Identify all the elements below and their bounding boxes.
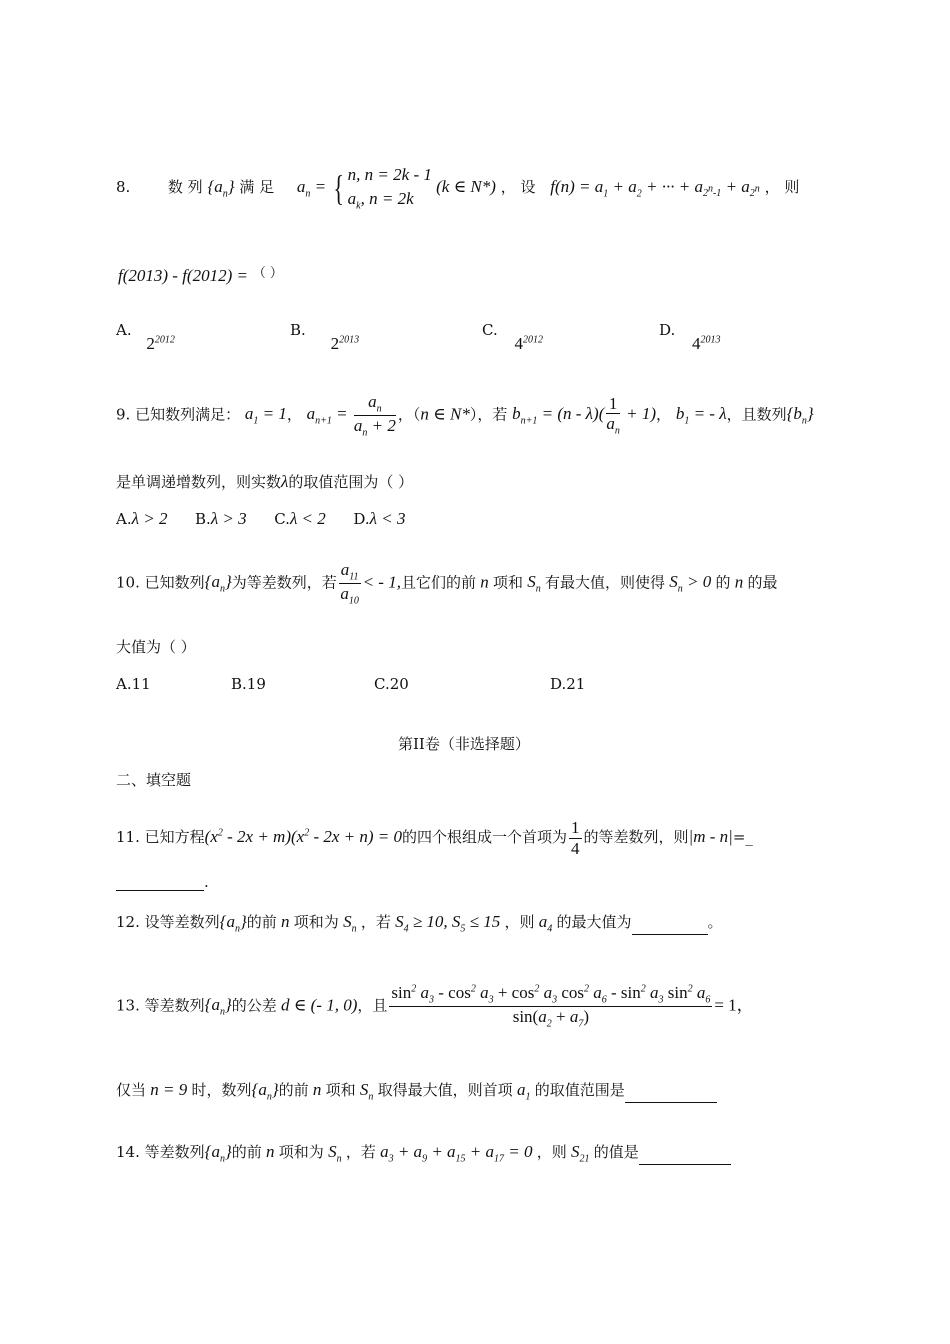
q11-number: 11.: [116, 827, 140, 846]
q8-line2: f(2013) - f(2012) = （ ）: [118, 266, 283, 285]
q13-trig-fraction: $\frac{\sin^2 a_3 - \cos^2 a_3 + \cos^2 a_3 \cos^2 a_6 - \sin^2 a_3 \sin^2 a_6}{\sin(a_2 + a_7)}$: [391, 983, 711, 1030]
q10-option-b[interactable]: B.19: [231, 675, 266, 693]
q10-number: 10.: [116, 573, 140, 592]
q9-number: 9.: [116, 405, 131, 424]
q8-definition: $a_n$ = { n, n = 2k - 1 $a_k$, n = 2k (k ∈ N*): [296, 165, 496, 212]
q8-option-a[interactable]: A. $2^{2012}$: [116, 321, 175, 353]
seq-an: $\{a_n\}$: [207, 177, 235, 200]
q13-answer-blank[interactable]: [625, 1102, 717, 1103]
q10-option-d[interactable]: D.21: [550, 675, 586, 693]
q8-fn-def: $f(n) = a_1 + a_2$ + ··· + $a_{2^n-1} + a_{2^n}$: [550, 177, 760, 200]
q13-line1: 13. 等差数列$\{a_n\}$的公差 d ∈ (- 1, 0)，且 $\frac{\sin^2 a_3 - \cos^2 a_3 + \cos^2 a_3 \cos^2 a_6 - \sin^2 a_3 \sin^2 a_6}{\sin(a_2 + a_7)}$ = 1，: [116, 983, 754, 1030]
q9-bn: $b_{n+1} = (n - \lambda)$( $\frac{1}{a_n}$ + 1): [512, 393, 657, 437]
section-part: 二、填空题: [116, 771, 192, 789]
q8-option-d[interactable]: D. $4^{2013}$: [659, 321, 721, 353]
q11-answer-blank[interactable]: .: [116, 873, 209, 891]
q9-option-a[interactable]: A.λ > 2: [116, 509, 168, 528]
q10-option-c[interactable]: C.20: [374, 675, 409, 693]
q14-line1: 14. 等差数列$\{a_n\}$的前 n 项和为 $S_n$ ，若 $a_3 + a_9 + a_{15} + a_{17} = 0$ ，则 $S_{21}$ 的值是: [116, 1142, 731, 1165]
q8-option-b[interactable]: B. $2^{2013}$: [290, 321, 360, 353]
q9-line2: 是单调递增数列，则实数λ的取值范围为（ ）: [116, 472, 414, 491]
q8-line1: 8. 数 列 $\{a_n\}$ 满 足 $a_n$ = { n, n = 2k - 1 $a_k$, n = 2k (k ∈ N*) ， 设 $f(n) = a_1 + a_2$ + ··· + $a_{2^n-1} + a_{2^n}$ ， 则: [116, 165, 800, 212]
q11-equation: $(x^2 - 2x + m)(x^2 - 2x + n) = 0$: [204, 826, 403, 846]
q12-answer-blank[interactable]: [632, 934, 708, 935]
q13-line2: 仅当 n = 9 时，数列$\{a_n\}$的前 n 项和 $S_n$ 取得最大值，则首项 $a_1$ 的取值范围是: [116, 1080, 717, 1103]
q10-option-a[interactable]: A.11: [116, 675, 151, 693]
q11-line1: 11. 已知方程$(x^2 - 2x + m)(x^2 - 2x + n) = 0$的四个根组成一个首项为 $\frac{1}{4}$ 的等差数列，则|m - n|=_: [116, 818, 753, 858]
q13-number: 13.: [116, 996, 140, 1015]
q14-answer-blank[interactable]: [639, 1164, 731, 1165]
q9-options: [116, 509, 405, 529]
q8-number: 8.: [116, 178, 131, 196]
section-title: 第II卷（非选择题）: [398, 735, 530, 753]
q12-number: 12.: [116, 913, 140, 931]
q9-line1: 9. 已知数列满足： $a_1 = 1$， $a_{n+1}$ = $\frac{a_n}{a_n + 2}$ ，（n ∈ N*），若 $b_{n+1} = (n - \lambda)$( $\frac{1}{a_n}$ + 1)， $b_1$ = - λ，且数列$\{b_n\}$: [116, 392, 814, 439]
q9-recurrence: $a_{n+1}$ = $\frac{a_n}{a_n + 2}$: [306, 392, 396, 439]
q8-expression: f(2013) - f(2012) =: [118, 266, 248, 285]
q9-option-d[interactable]: D.λ < 3: [353, 509, 406, 528]
q9-option-b[interactable]: B.λ > 3: [195, 509, 247, 528]
q9-option-c[interactable]: C.λ < 2: [274, 509, 326, 528]
q12-line1: 12. 设等差数列$\{a_n\}$的前 n 项和为 $S_n$ ，若 $S_4 \ge 10$, $S_5 \le 15$ ，则 $a_4$ 的最大值为 。: [116, 912, 723, 935]
q14-number: 14.: [116, 1143, 140, 1161]
q10-line1: 10. 已知数列$\{a_n\}$为等差数列，若 $\frac{a_{11}}{a_{10}}$ < - 1,且它们的前 n 项和 $S_n$ 有最大值，则使得 $S_n > 0$ 的 n 的最: [116, 560, 778, 607]
q10-line2: 大值为（ ）: [116, 638, 196, 656]
q8-option-c[interactable]: C. $4^{2012}$: [482, 321, 543, 353]
